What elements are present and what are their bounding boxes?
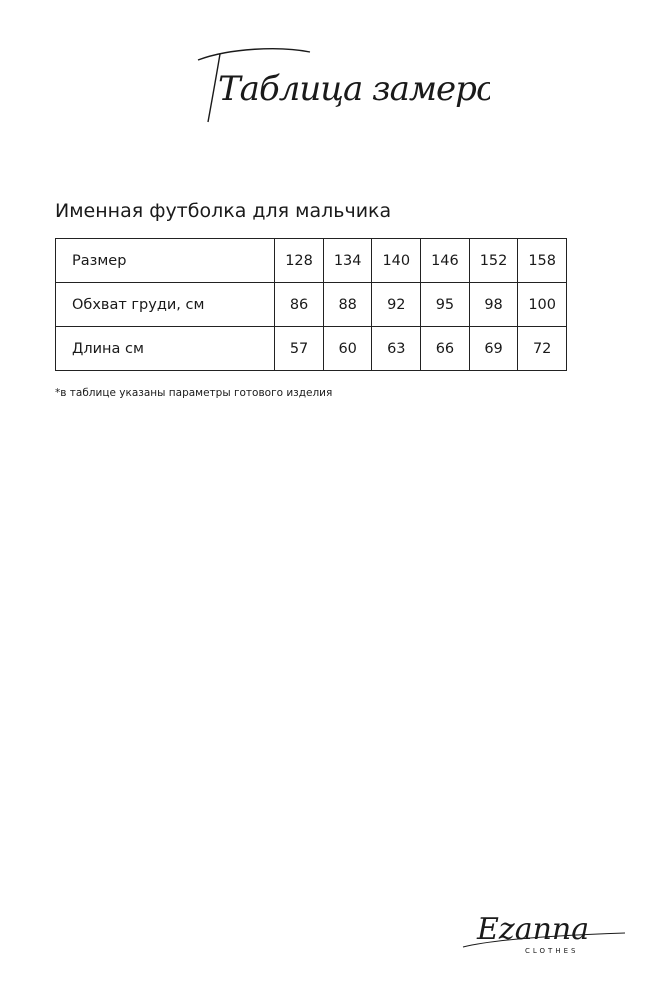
table-cell: 100 xyxy=(518,283,567,327)
footnote: *в таблице указаны параметры готового изделия xyxy=(55,387,333,399)
table-cell: 66 xyxy=(421,327,470,371)
table-cell: 69 xyxy=(469,327,518,371)
title-text: Таблица замеров xyxy=(218,69,490,109)
table-cell: 128 xyxy=(275,239,324,283)
table-cell: 92 xyxy=(372,283,421,327)
table-cell: 146 xyxy=(421,239,470,283)
table-cell: 152 xyxy=(469,239,518,283)
brand-tagline: CLOTHES xyxy=(525,947,579,955)
table-cell: 98 xyxy=(469,283,518,327)
table-cell: 60 xyxy=(323,327,372,371)
table-row-length xyxy=(56,327,567,371)
table-cell: 86 xyxy=(275,283,324,327)
table-row-size xyxy=(56,239,567,283)
page-title xyxy=(190,38,490,128)
size-table xyxy=(55,238,567,371)
table-cell: 140 xyxy=(372,239,421,283)
brand-name: Ezanna xyxy=(477,912,590,947)
brand-logo-graphic xyxy=(455,895,635,975)
title-script-graphic xyxy=(190,38,490,128)
product-name: Именная футболка для мальчика xyxy=(55,200,392,222)
table-row-chest xyxy=(56,283,567,327)
brand-logo xyxy=(455,895,635,975)
table-cell: 88 xyxy=(323,283,372,327)
table-cell: 57 xyxy=(275,327,324,371)
row-label: Обхват груди, см xyxy=(56,283,275,327)
table-cell: 72 xyxy=(518,327,567,371)
table-cell: 134 xyxy=(323,239,372,283)
table-cell: 158 xyxy=(518,239,567,283)
table-cell: 63 xyxy=(372,327,421,371)
row-label: Размер xyxy=(56,239,275,283)
row-label: Длина см xyxy=(56,327,275,371)
table-cell: 95 xyxy=(421,283,470,327)
